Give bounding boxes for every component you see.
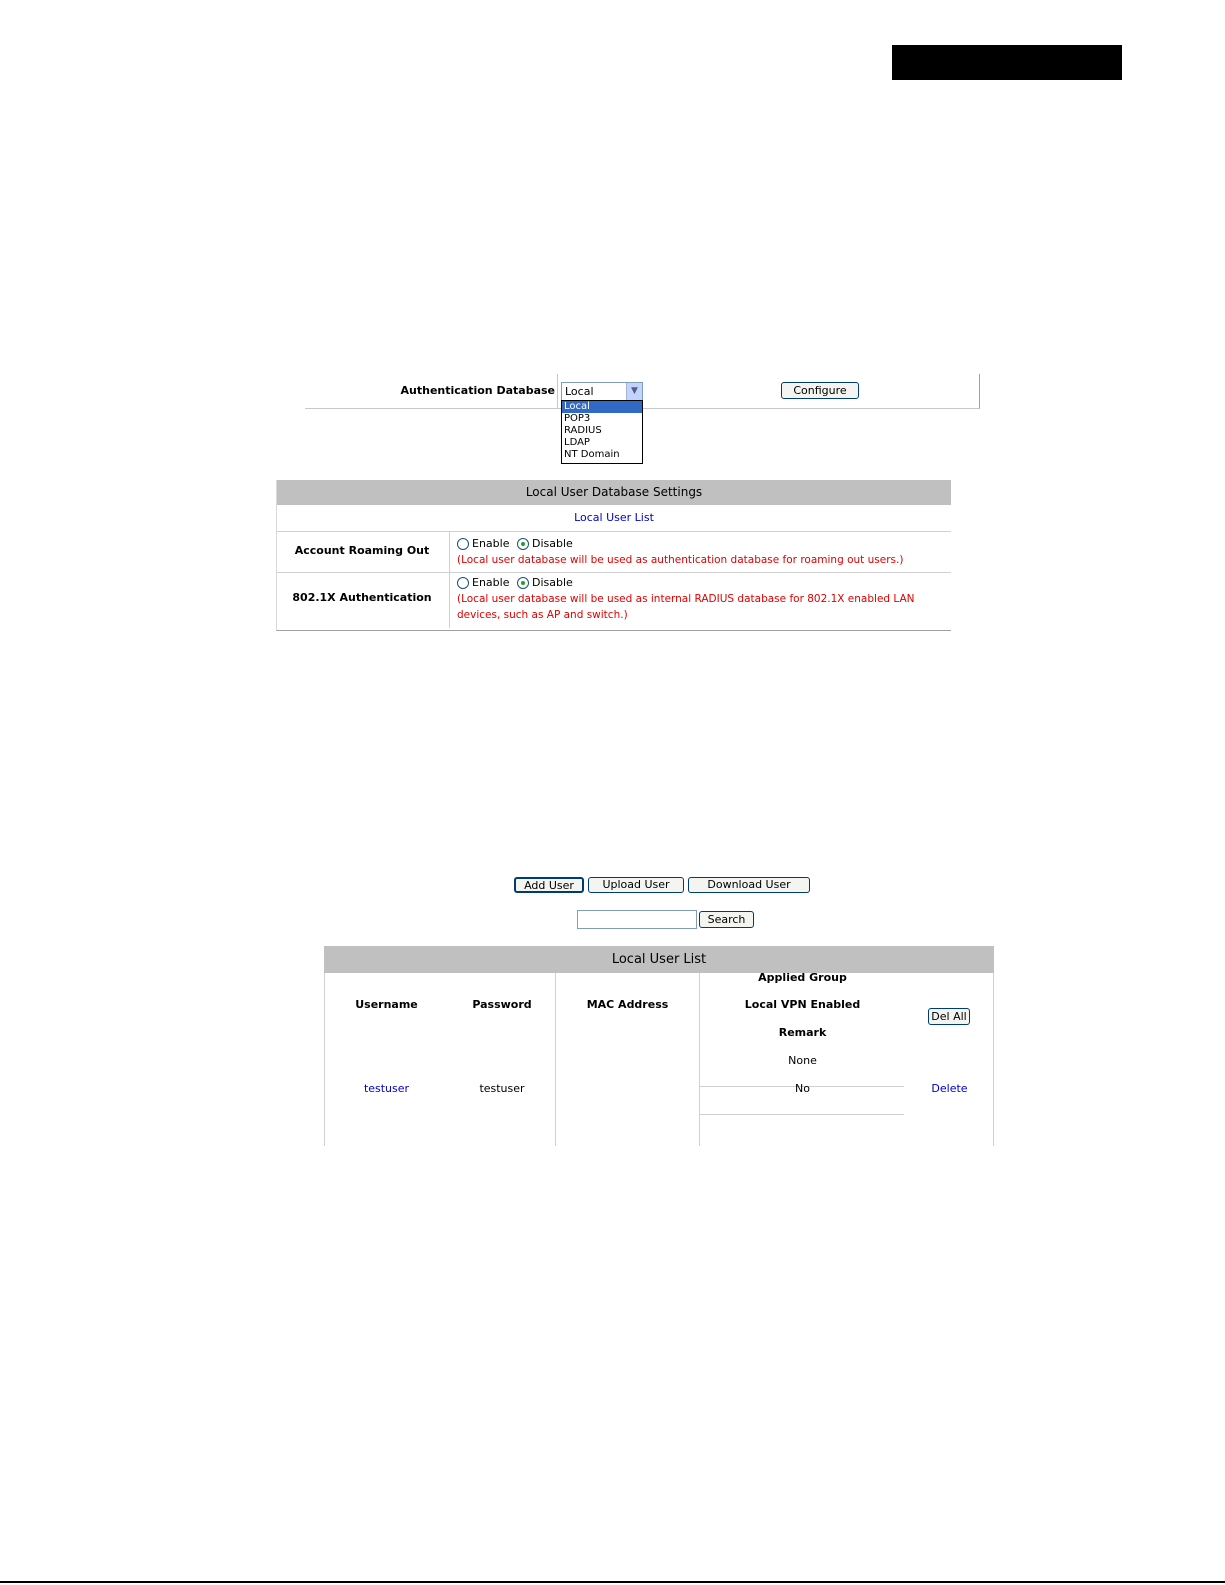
local-db-settings-panel bbox=[276, 480, 951, 631]
auth-database-select[interactable] bbox=[561, 382, 643, 401]
search-input[interactable] bbox=[577, 910, 697, 929]
col-remark: Remark bbox=[778, 1026, 827, 1039]
auth-database-dropdown bbox=[561, 400, 643, 464]
dot1x-enable-label: Enable bbox=[472, 576, 510, 589]
local-user-list-table bbox=[324, 946, 994, 1146]
header-tab-block bbox=[892, 45, 1122, 80]
option-nt-domain[interactable]: NT Domain bbox=[564, 449, 620, 460]
settings-title: Local User Database Settings bbox=[277, 480, 951, 505]
chevron-down-icon[interactable]: ▼ bbox=[626, 383, 642, 400]
del-all-button[interactable]: Del All bbox=[928, 1008, 970, 1025]
dot1x-row bbox=[277, 573, 951, 628]
user-list-title: Local User List bbox=[324, 946, 994, 973]
roaming-value bbox=[457, 536, 951, 568]
roaming-row bbox=[277, 532, 951, 573]
divider bbox=[449, 573, 450, 628]
configure-button[interactable]: Configure bbox=[781, 382, 859, 399]
divider bbox=[557, 374, 558, 408]
divider bbox=[699, 1114, 904, 1115]
local-user-list-link[interactable]: Local User List bbox=[574, 511, 654, 524]
roaming-label: Account Roaming Out bbox=[294, 544, 430, 557]
col-applied-group: Applied Group bbox=[758, 971, 847, 984]
roaming-radio-group bbox=[457, 536, 951, 552]
dot1x-label: 802.1X Authentication bbox=[292, 591, 432, 604]
option-ldap[interactable]: LDAP bbox=[564, 437, 590, 448]
user-vpn: No bbox=[795, 1082, 810, 1095]
search-button[interactable]: Search bbox=[699, 911, 754, 928]
dot1x-note-line1: (Local user database will be used as internal RADIUS database for 802.1X enabled LAN bbox=[457, 593, 915, 605]
add-user-button[interactable]: Add User bbox=[514, 877, 584, 893]
col-mac: MAC Address bbox=[586, 998, 669, 1011]
option-radius[interactable]: RADIUS bbox=[564, 425, 602, 436]
local-user-list-row bbox=[277, 505, 951, 532]
option-local[interactable]: Local bbox=[562, 401, 642, 413]
roaming-note: (Local user database will be used as authentication database for roaming out users.) bbox=[457, 554, 904, 566]
roaming-enable-label: Enable bbox=[472, 537, 510, 550]
user-group: None bbox=[788, 1054, 817, 1067]
roaming-disable-radio[interactable] bbox=[517, 538, 529, 550]
user-list-toolbar bbox=[514, 877, 814, 895]
option-pop3[interactable]: POP3 bbox=[564, 413, 591, 424]
dot1x-value bbox=[457, 575, 951, 623]
divider bbox=[993, 973, 994, 1146]
dot1x-note-line2: devices, such as AP and switch.) bbox=[457, 609, 628, 621]
dot1x-enable-radio[interactable] bbox=[457, 577, 469, 589]
auth-database-selected: Local bbox=[565, 385, 594, 398]
auth-database-label: Authentication Database bbox=[400, 384, 555, 397]
user-password: testuser bbox=[479, 1082, 525, 1095]
roaming-disable-label: Disable bbox=[531, 537, 573, 550]
dot1x-disable-radio[interactable] bbox=[517, 577, 529, 589]
user-link[interactable]: testuser bbox=[363, 1082, 410, 1095]
divider bbox=[449, 532, 450, 572]
upload-user-button[interactable]: Upload User bbox=[588, 877, 684, 893]
page-bottom-rule bbox=[0, 1581, 1225, 1583]
roaming-enable-radio[interactable] bbox=[457, 538, 469, 550]
col-local-vpn: Local VPN Enabled bbox=[744, 998, 861, 1011]
auth-database-panel bbox=[305, 374, 979, 464]
col-username: Username bbox=[355, 998, 418, 1011]
download-user-button[interactable]: Download User bbox=[688, 877, 810, 893]
dot1x-radio-group bbox=[457, 575, 951, 591]
dot1x-disable-label: Disable bbox=[531, 576, 573, 589]
delete-link[interactable]: Delete bbox=[931, 1082, 968, 1095]
col-password: Password bbox=[472, 998, 532, 1011]
